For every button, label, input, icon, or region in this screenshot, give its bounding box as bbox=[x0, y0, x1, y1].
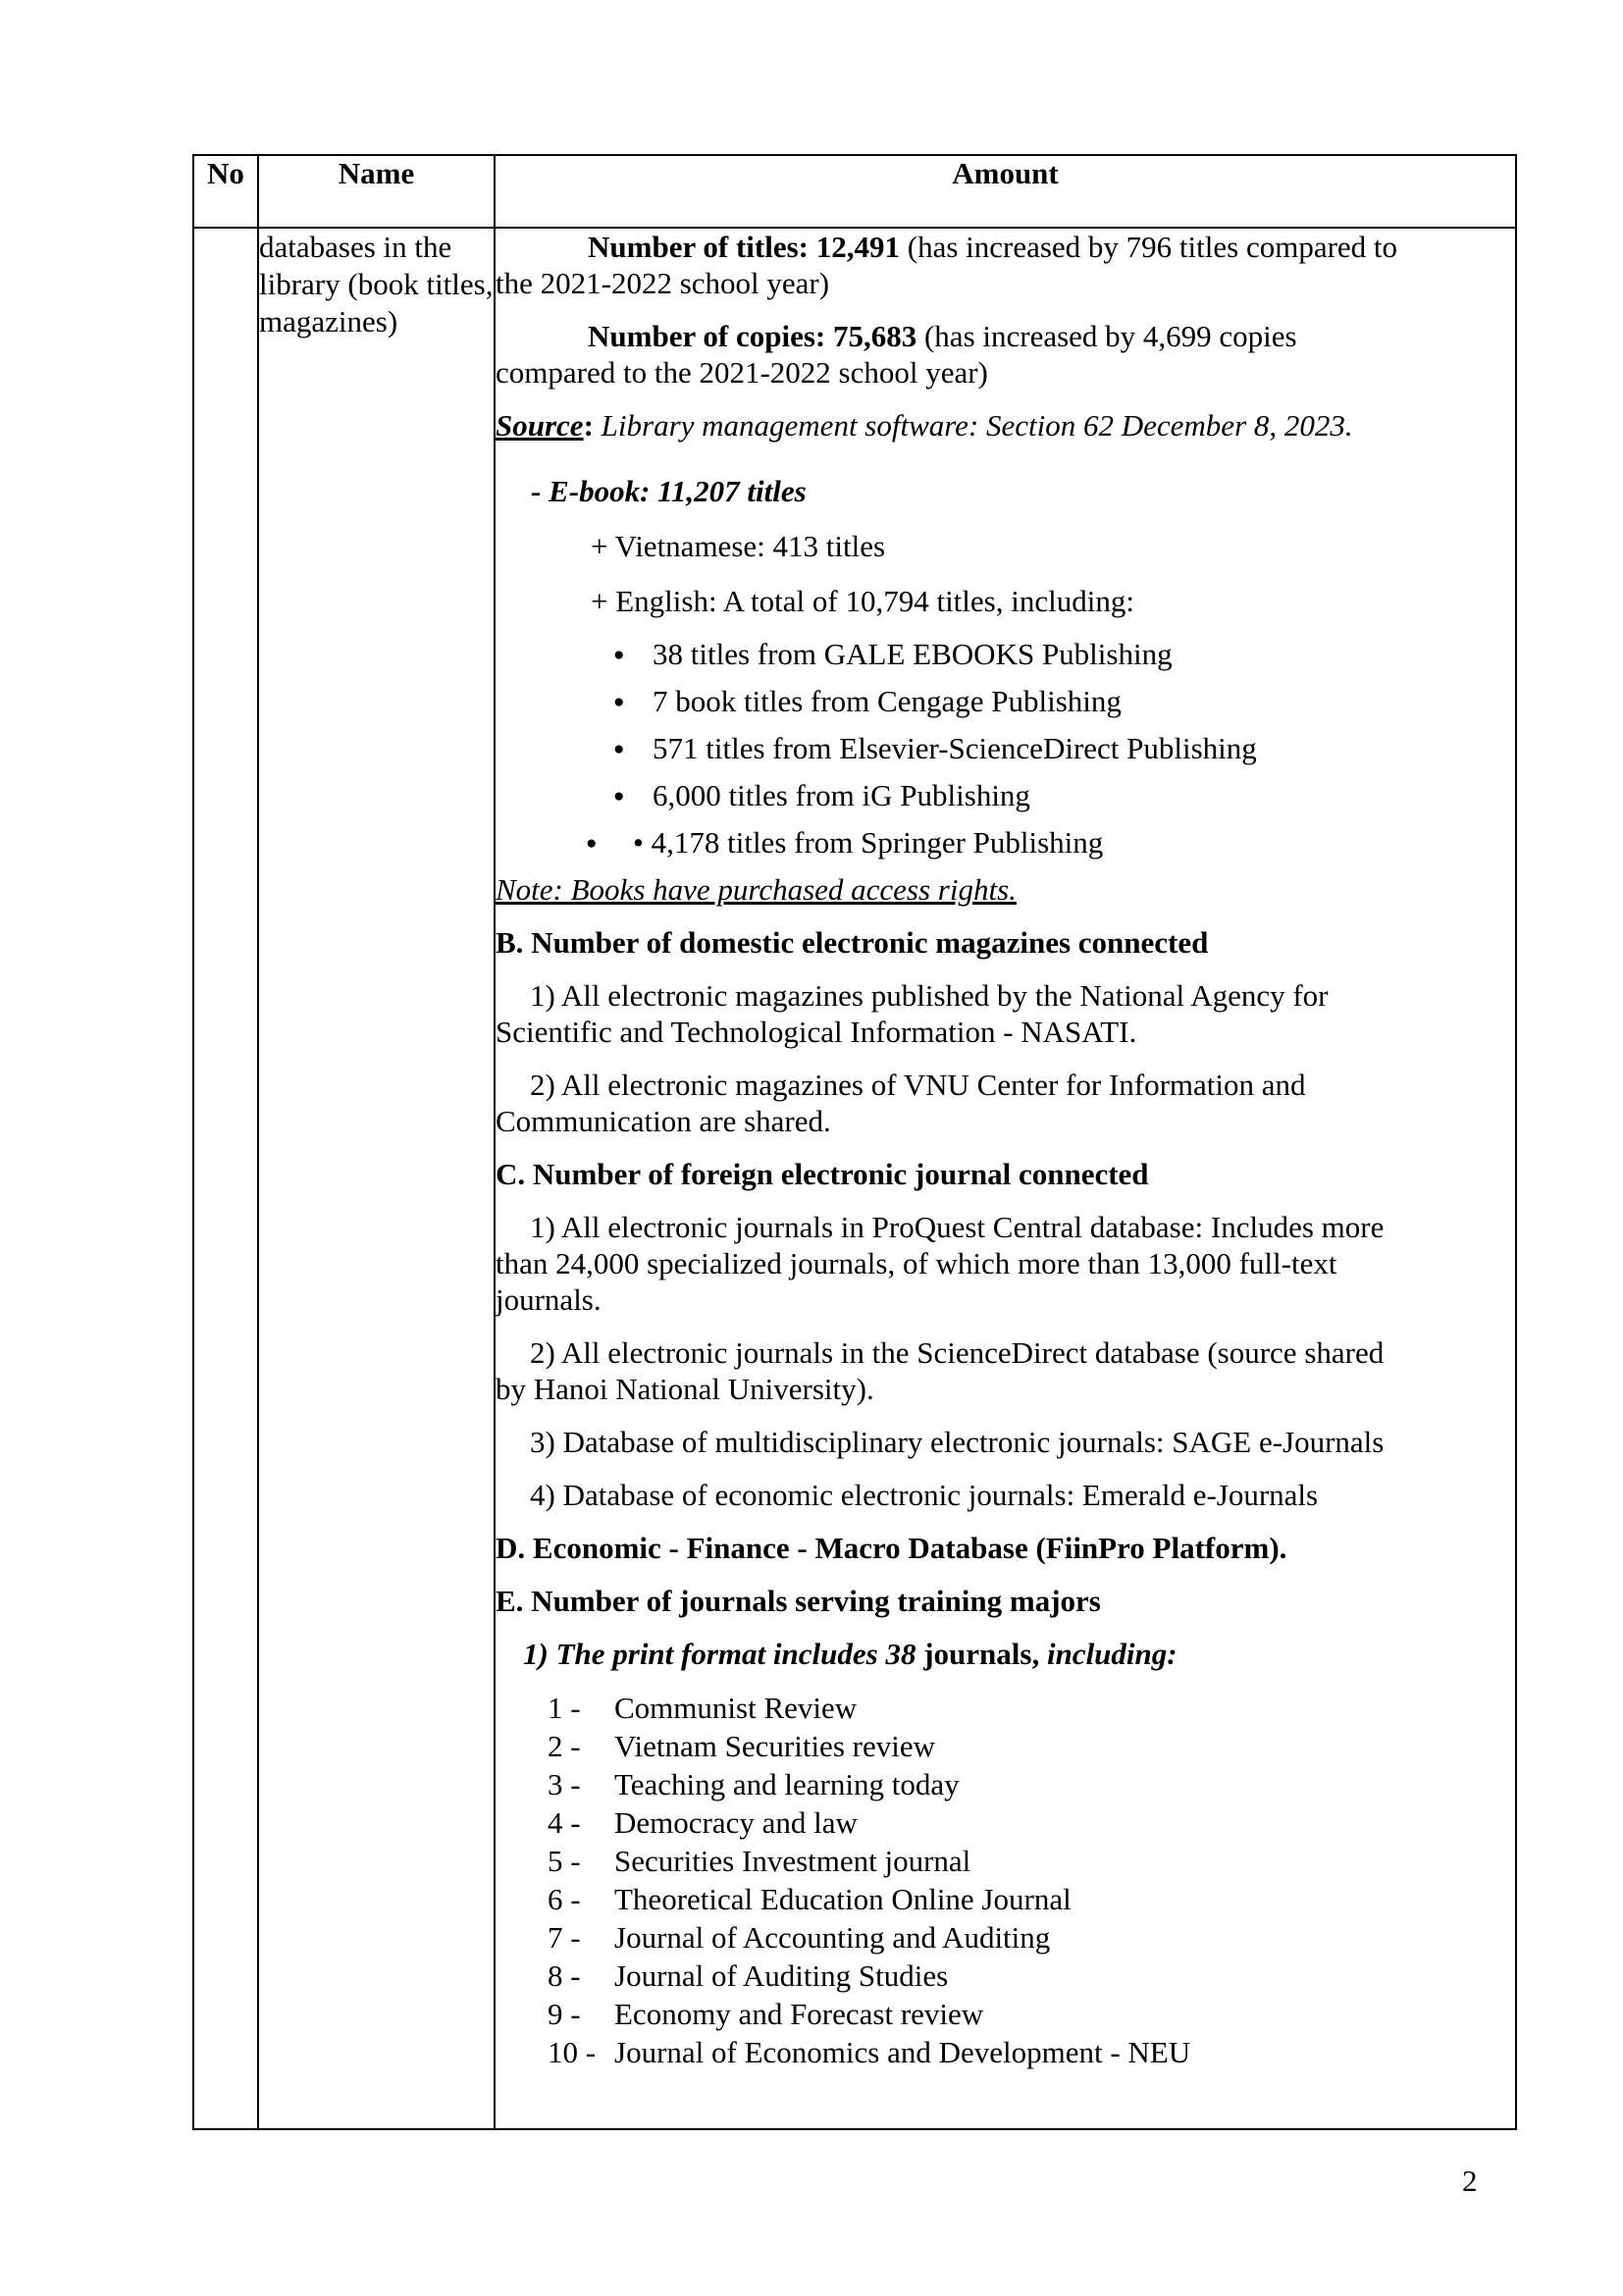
list-item: 8 - Journal of Auditing Studies bbox=[548, 1958, 949, 1993]
list-item: ● 6,000 titles from iG Publishing bbox=[496, 777, 1515, 813]
print-format-line bbox=[496, 1636, 1515, 1672]
ebook-publisher-list bbox=[496, 636, 1515, 813]
ebook-heading: - E-book: 11,207 titles bbox=[531, 474, 807, 508]
titles-value: 12,491 bbox=[815, 230, 900, 264]
section-e-heading: E. Number of journals serving training majors bbox=[496, 1584, 1101, 1618]
list-item: 2 - Vietnam Securities review bbox=[548, 1729, 935, 1763]
section-b-item2-line2: Communication are shared. bbox=[496, 1104, 831, 1138]
list-item: 7 - Journal of Accounting and Auditing bbox=[548, 1920, 1051, 1955]
header-name: Name bbox=[258, 155, 495, 228]
list-item: 5 - Securities Investment journal bbox=[548, 1844, 971, 1878]
copies-label: Number of copies: bbox=[588, 319, 826, 353]
section-c-item2-line2: by Hanoi National University). bbox=[496, 1372, 874, 1406]
print-format-post: including: bbox=[1046, 1637, 1178, 1671]
section-c-item2-line1: 2) All electronic journals in the ScienceDirect database (source shared bbox=[530, 1335, 1385, 1370]
section-d-heading: D. Economic - Finance - Macro Database (FiinPro Platform). bbox=[496, 1531, 1287, 1565]
titles-rest-line1: (has increased by 796 titles compared to bbox=[907, 230, 1398, 264]
copies-rest-line2: compared to the 2021-2022 school year) bbox=[496, 355, 988, 390]
name-cell: databases in the library (book titles, magazines) bbox=[258, 228, 495, 2129]
list-item: 9 - Economy and Forecast review bbox=[548, 1997, 984, 2031]
titles-label: Number of titles: bbox=[588, 230, 809, 264]
titles-rest-line2: the 2021-2022 school year) bbox=[496, 266, 830, 300]
resources-table bbox=[192, 154, 1517, 2130]
section-c-item4: 4) Database of economic electronic journals: Emerald e-Journals bbox=[530, 1478, 1319, 1512]
table-header-row bbox=[193, 155, 1516, 228]
list-item: ● 7 book titles from Cengage Publishing bbox=[496, 683, 1515, 719]
section-c-item1-line2: than 24,000 specialized journals, of which more than 13,000 full-text bbox=[496, 1246, 1337, 1280]
print-format-mid: journals, bbox=[923, 1637, 1040, 1671]
amount-cell bbox=[495, 228, 1516, 2129]
section-c-item3: 3) Database of multidisciplinary electronic journals: SAGE e-Journals bbox=[530, 1425, 1385, 1459]
print-format-pre: 1) The print format includes 38 bbox=[523, 1637, 916, 1671]
source-colon: : bbox=[583, 408, 594, 443]
list-item: ● 38 titles from GALE EBOOKS Publishing bbox=[496, 636, 1515, 672]
list-item: 4 - Democracy and law bbox=[548, 1805, 858, 1840]
source-text: Library management software: Section 62 December 8, 2023. bbox=[601, 408, 1353, 443]
ebook-english: + English: A total of 10,794 titles, including: bbox=[591, 584, 1134, 618]
springer-bullet: ● • 4,178 titles from Springer Publishing bbox=[496, 824, 1515, 861]
section-b-heading: B. Number of domestic electronic magazines connected bbox=[496, 925, 1209, 960]
titles-paragraph bbox=[496, 229, 1515, 265]
section-c-item1-line1: 1) All electronic journals in ProQuest Central database: Includes more bbox=[530, 1210, 1385, 1244]
list-item: 6 - Theoretical Education Online Journal bbox=[548, 1882, 1072, 1916]
section-b-item1-line1: 1) All electronic magazines published by the National Agency for bbox=[530, 978, 1329, 1013]
no-cell bbox=[193, 228, 258, 2129]
journal-list bbox=[496, 1689, 1515, 2071]
source-line bbox=[496, 407, 1515, 444]
list-item: ● 571 titles from Elsevier-ScienceDirect Publishing bbox=[496, 730, 1515, 766]
access-note: Note: Books have purchased access rights. bbox=[496, 872, 1017, 907]
list-item: 1 - Communist Review bbox=[548, 1691, 858, 1725]
page-number: 2 bbox=[1462, 2164, 1478, 2198]
source-label: Source bbox=[496, 408, 584, 443]
copies-rest-line1: (has increased by 4,699 copies bbox=[923, 319, 1297, 353]
copies-value: 75,683 bbox=[832, 319, 917, 353]
header-amount: Amount bbox=[495, 155, 1516, 228]
section-c-item1-line3: journals. bbox=[496, 1282, 602, 1317]
section-b-item2-line1: 2) All electronic magazines of VNU Center for Information and bbox=[530, 1068, 1306, 1102]
section-c-heading: C. Number of foreign electronic journal connected bbox=[496, 1157, 1149, 1191]
list-item: 10 - Journal of Economics and Development - NEU bbox=[548, 2035, 1191, 2069]
header-no: No bbox=[193, 155, 258, 228]
list-item: 3 - Teaching and learning today bbox=[548, 1767, 960, 1801]
copies-paragraph bbox=[496, 318, 1515, 354]
ebook-vietnamese: + Vietnamese: 413 titles bbox=[591, 529, 886, 563]
table-row bbox=[193, 228, 1516, 2129]
section-b-item1-line2: Scientific and Technological Information - NASATI. bbox=[496, 1015, 1137, 1049]
